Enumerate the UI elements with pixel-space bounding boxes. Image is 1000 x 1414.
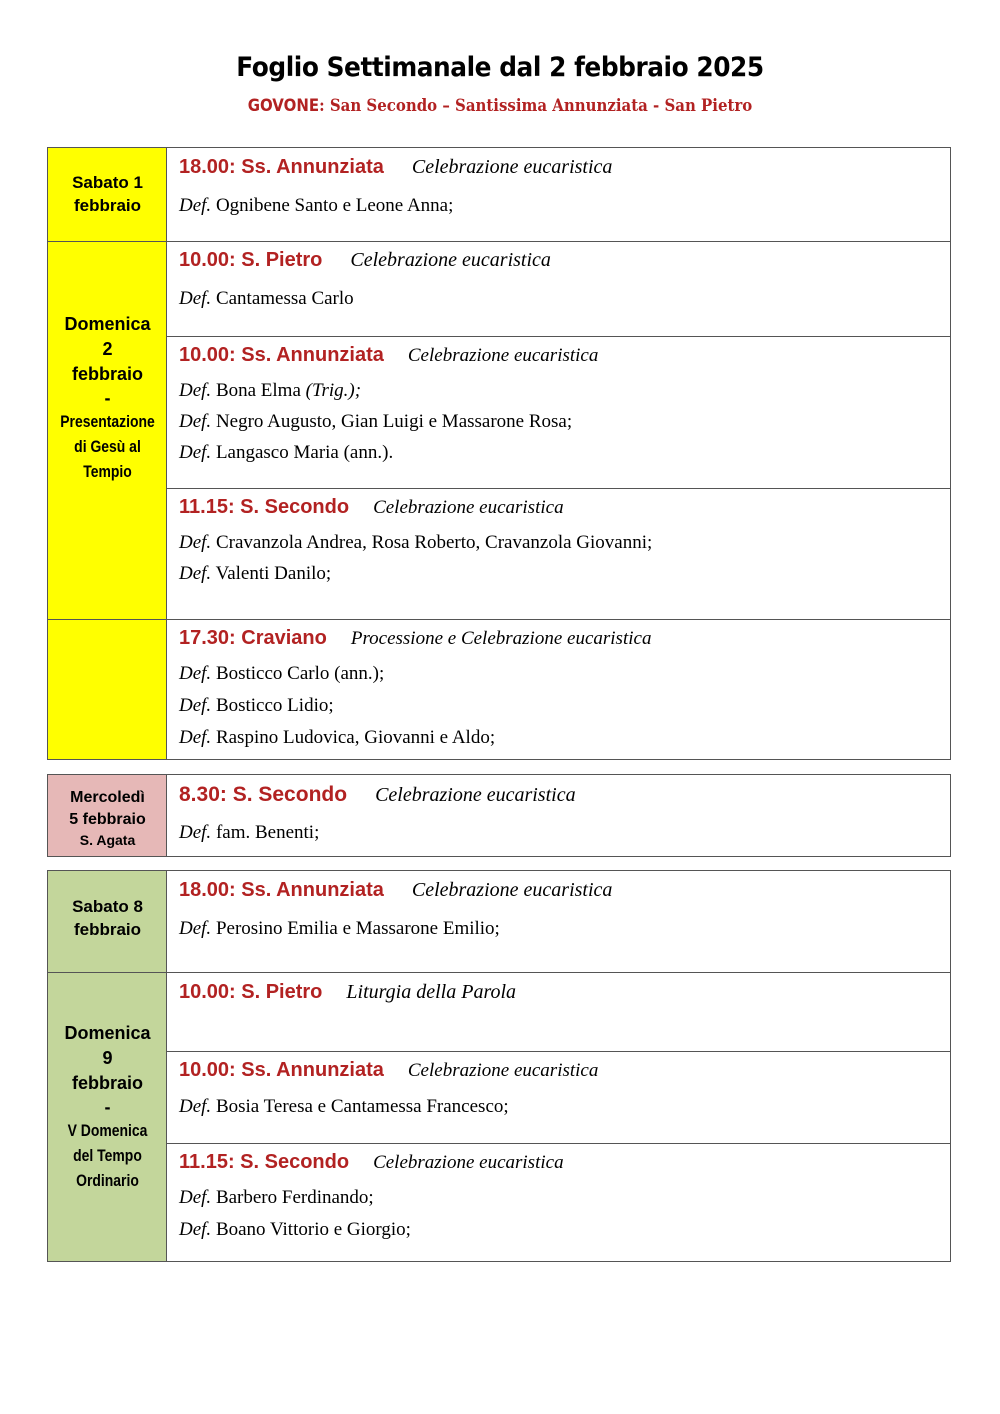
day-label-sabato-1: Sabato 1 febbraio xyxy=(72,173,143,215)
page-subtitle xyxy=(60,96,940,116)
deceased-line: Def. Cantamessa Carlo xyxy=(179,288,354,309)
mass-description: Processione e Celebrazione eucaristica xyxy=(350,628,652,649)
day-cell-empty xyxy=(48,619,167,759)
mass-description: Celebrazione eucaristica xyxy=(407,1060,599,1081)
mass-entry xyxy=(167,488,950,619)
deceased-line: Def. Perosino Emilia e Massarone Emilio; xyxy=(179,918,500,939)
deceased-line: Def. Langasco Maria (ann.). xyxy=(179,442,394,463)
day-cell-sabato-8 xyxy=(48,871,167,972)
day-label-domenica-9: Domenica 9 febbraio - V Domenica del Tempo Ordinario xyxy=(64,1023,151,1190)
day-label-sabato-8: Sabato 8 febbraio xyxy=(72,897,143,939)
day-label-domenica-2: Domenica 2 febbraio - Presentazione di Gesù al Tempio xyxy=(60,314,155,481)
mass-entry xyxy=(167,775,950,858)
mass-entry xyxy=(167,336,950,488)
deceased-line: Def. Bosticco Carlo (ann.); xyxy=(179,663,385,684)
day-label-mercoledi-5: Mercoledì 5 febbraio S. Agata xyxy=(69,789,146,848)
day-cell-sabato-1 xyxy=(48,148,167,241)
mass-time: 8.30: S. Secondo xyxy=(179,783,348,806)
deceased-line: Def. Bosia Teresa e Cantamessa Francesco; xyxy=(179,1096,509,1117)
schedule-block-week1 xyxy=(47,147,951,760)
deceased-line: Def. Valenti Danilo; xyxy=(179,563,332,584)
deceased-line: Def. Barbero Ferdinando; xyxy=(179,1187,374,1208)
mass-entry xyxy=(167,972,950,1051)
schedule-block-wednesday xyxy=(47,774,951,857)
mass-entry xyxy=(167,1143,950,1263)
mass-description: Celebrazione eucaristica xyxy=(375,784,576,806)
mass-description: Celebrazione eucaristica xyxy=(373,497,564,518)
deceased-line: Def. Ognibene Santo e Leone Anna; xyxy=(179,195,454,216)
mass-entry xyxy=(167,241,950,336)
deceased-line: Def. Bona Elma (Trig.); xyxy=(179,380,362,401)
mass-time: 11.15: S. Secondo xyxy=(179,496,350,518)
schedule-block-week2 xyxy=(47,870,951,1262)
mass-time: 17.30: Craviano xyxy=(179,627,327,649)
mass-description: Celebrazione eucaristica xyxy=(373,1152,564,1173)
church-list: : San Secondo – Santissima Annunziata - San Pietro xyxy=(319,96,753,116)
deceased-line: Def. Cravanzola Andrea, Rosa Roberto, Cravanzola Giovanni; xyxy=(179,532,653,553)
deceased-line: Def. Raspino Ludovica, Giovanni e Aldo; xyxy=(179,727,496,748)
mass-time: 18.00: Ss. Annunziata xyxy=(179,879,384,901)
deceased-line: Def. fam. Benenti; xyxy=(179,822,320,843)
mass-entry xyxy=(167,148,950,241)
mass-entry xyxy=(167,871,950,972)
mass-description: Celebrazione eucaristica xyxy=(407,345,599,366)
mass-entry xyxy=(167,619,950,761)
deceased-line: Def. Negro Augusto, Gian Luigi e Massarone Rosa; xyxy=(179,411,573,432)
mass-time: 10.00: Ss. Annunziata xyxy=(179,344,384,366)
day-cell-mercoledi-5 xyxy=(48,775,167,856)
mass-time: 10.00: S. Pietro xyxy=(179,981,323,1003)
mass-time: 18.00: Ss. Annunziata xyxy=(179,156,384,178)
mass-time: 10.00: S. Pietro xyxy=(179,249,323,271)
mass-description: Celebrazione eucaristica xyxy=(411,879,613,901)
mass-entry xyxy=(167,1051,950,1143)
place-name: GOVONE xyxy=(247,96,320,116)
mass-time: 10.00: Ss. Annunziata xyxy=(179,1059,384,1081)
page-title: Foglio Settimanale dal 2 febbraio 2025 xyxy=(236,52,764,83)
deceased-line: Def. Boano Vittorio e Giorgio; xyxy=(179,1219,411,1240)
deceased-line: Def. Bosticco Lidio; xyxy=(179,695,334,716)
mass-description: Liturgia della Parola xyxy=(346,981,517,1003)
day-cell-domenica-9 xyxy=(48,972,167,1261)
mass-description: Celebrazione eucaristica xyxy=(411,156,613,178)
mass-description: Celebrazione eucaristica xyxy=(350,249,551,271)
mass-time: 11.15: S. Secondo xyxy=(179,1151,350,1173)
